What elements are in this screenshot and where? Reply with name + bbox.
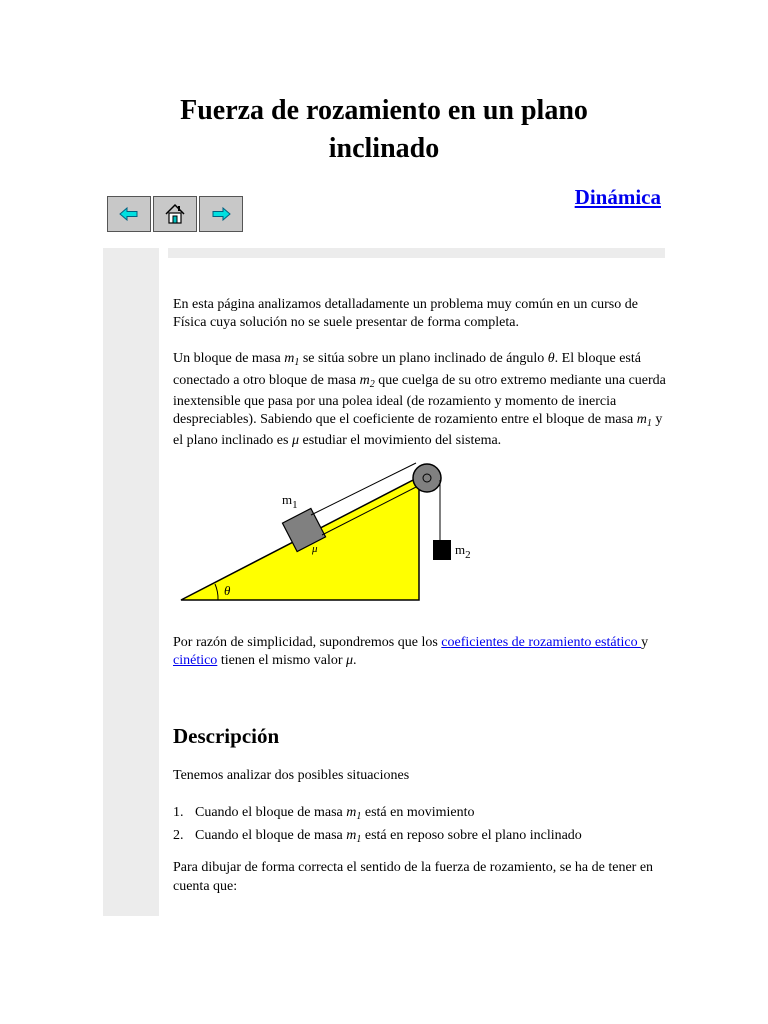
top-divider-bar <box>168 248 665 258</box>
mu-label: μ <box>312 543 318 555</box>
m-letter: m <box>359 372 370 388</box>
description-heading: Descripción <box>173 724 280 748</box>
text-segment: . <box>353 652 357 668</box>
situations-list <box>173 803 582 849</box>
text-segment: se sitúa sobre un plano inclinado de ángulo <box>299 351 548 366</box>
theta-symbol: θ <box>547 351 555 366</box>
forward-button[interactable] <box>199 196 243 232</box>
m1-symbol <box>346 805 361 820</box>
pulley <box>413 464 441 492</box>
subscript: 2 <box>369 378 375 390</box>
subscript: 1 <box>646 417 652 429</box>
static-friction-link[interactable]: coeficientes de rozamiento estático <box>441 635 642 650</box>
text-segment: Cuando el bloque de masa <box>195 828 347 843</box>
arrow-right-icon <box>211 207 231 221</box>
title-line-2: inclinado <box>328 133 440 164</box>
closing-paragraph: Para dibujar de forma correcta el sentido de la fuerza de rozamiento, se ha de tener en cuenta que: <box>173 860 654 894</box>
text-segment: Un bloque de masa <box>173 351 285 366</box>
left-sidebar-strip <box>103 248 159 916</box>
list-number: 1. <box>173 805 184 820</box>
text-segment: Por razón de simplicidad, supondremos que los <box>173 635 442 650</box>
m1-label: $m_1$ <box>282 492 298 511</box>
home-icon <box>164 203 186 225</box>
list-item <box>173 803 582 826</box>
navigation-bar <box>107 196 243 232</box>
m-letter: m <box>346 805 357 820</box>
m-letter: m <box>284 351 295 366</box>
text-segment: y <box>641 635 649 650</box>
problem-paragraph <box>173 350 668 450</box>
subscript: 1 <box>356 811 362 822</box>
theta-label: θ <box>224 583 231 598</box>
page-title <box>0 92 768 168</box>
description-intro: Tenemos analizar dos posibles situaciones <box>173 768 410 783</box>
subscript: 1 <box>294 357 300 368</box>
m1-symbol <box>284 351 299 366</box>
text-segment: Cuando el bloque de masa <box>195 805 347 820</box>
mu-symbol: μ <box>291 433 299 448</box>
subscript: 1 <box>356 834 362 845</box>
text-segment: tienen el mismo valor <box>217 652 347 668</box>
m-letter: m <box>636 411 647 427</box>
m2-symbol <box>360 373 375 388</box>
list-item <box>173 826 582 849</box>
arrow-left-icon <box>119 207 139 221</box>
dinamica-link[interactable]: Dinámica <box>574 185 661 209</box>
text-segment: está en reposo sobre el plano inclinado <box>361 828 582 843</box>
title-line-1: Fuerza de rozamiento en un plano <box>180 95 588 126</box>
inclined-plane-diagram <box>178 460 478 608</box>
m1-symbol <box>346 828 361 843</box>
kinetic-friction-link[interactable]: cinético <box>173 652 218 668</box>
back-button[interactable] <box>107 196 151 232</box>
m2-label: $m_2$ <box>455 542 471 561</box>
simplicity-paragraph <box>173 634 668 669</box>
home-button[interactable] <box>153 196 197 232</box>
list-number: 2. <box>173 828 184 843</box>
intro-paragraph: En esta página analizamos detalladamente un problema muy común en un curso de Física cuya solución no se suele presentar de forma completa. <box>173 297 638 330</box>
text-segment: estudiar el movimiento del sistema. <box>299 433 502 448</box>
text-segment: que cuelga de su otro extremo mediante una cuerda inextensible que pasa por una polea ideal (de rozamiento y momento de inercia despreciables). Sabiendo que el coeficiente de rozamiento entre el bloque de masa <box>173 372 666 427</box>
text-segment: y el plano inclinado es <box>173 411 663 448</box>
m1-symbol <box>637 412 652 427</box>
text-segment: . El bloque está conectado a otro bloque de masa <box>173 351 641 388</box>
mu-symbol: μ <box>346 652 354 668</box>
m-letter: m <box>346 828 357 843</box>
text-segment: está en movimiento <box>361 805 475 820</box>
block-m2 <box>433 540 451 560</box>
